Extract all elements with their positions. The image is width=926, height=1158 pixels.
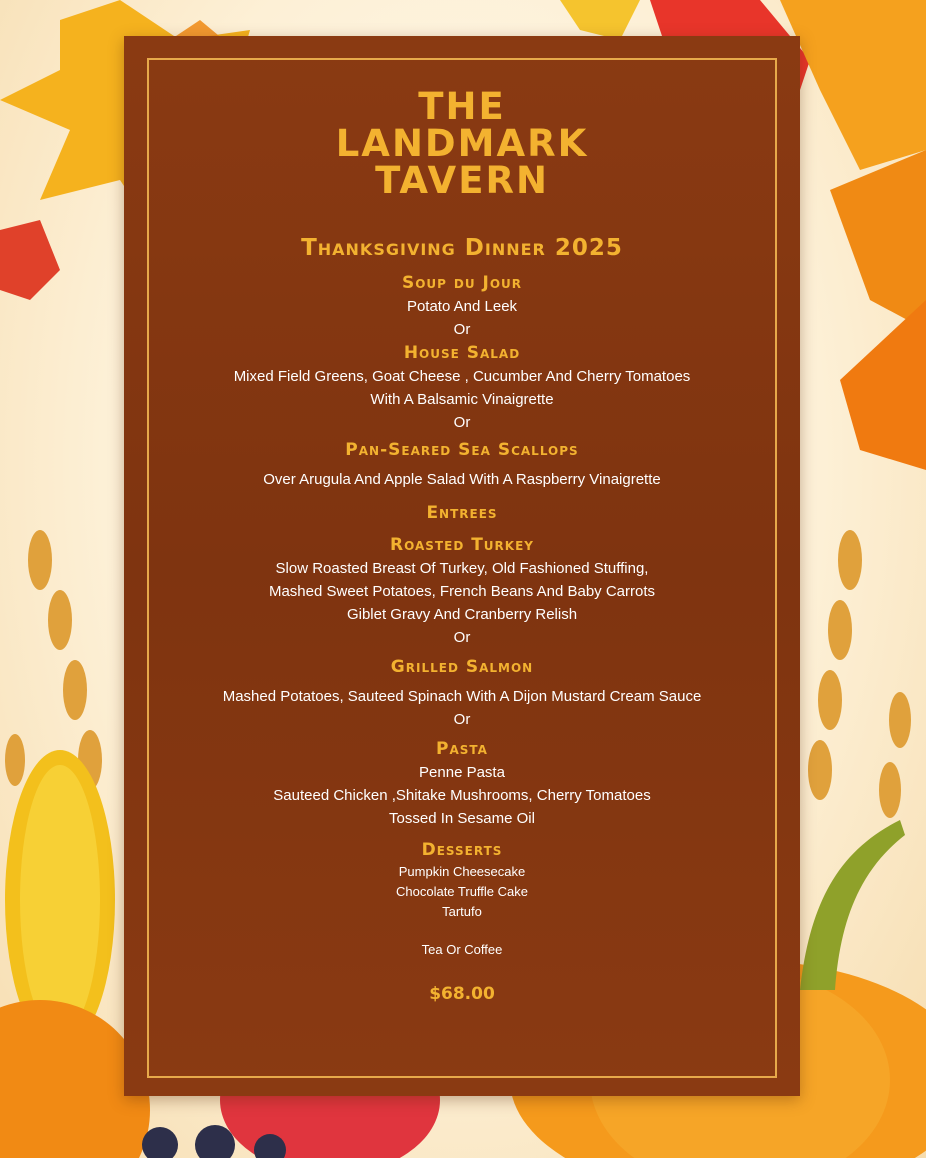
or-separator: Or [453,414,471,431]
menu-item: Tartufo [442,904,482,919]
section-title-soup: Soup du Jour [401,273,523,293]
title-line: LANDMARK [335,122,589,165]
event-title: Thanksgiving Dinner 2025 [301,235,623,261]
section-title-salmon: Grilled Salmon [390,657,534,677]
or-separator: Or [453,321,471,338]
wheat-icon [808,530,911,818]
section-title-desserts: Desserts [421,840,503,860]
title-line: TAVERN [375,159,549,202]
menu-item: Chocolate Truffle Cake [396,884,528,899]
or-separator: Or [453,629,471,646]
menu-item: Potato And Leek [406,298,518,315]
menu-item: Mixed Field Greens, Goat Cheese , Cucumber And Cherry Tomatoes [233,368,691,385]
menu-item: With A Balsamic Vinaigrette [370,391,554,408]
title-line: THE [418,85,506,128]
section-title-salad: House Salad [403,343,521,363]
menu-item-drinks: Tea Or Coffee [421,942,503,957]
or-separator: Or [453,711,471,728]
menu-item: Penne Pasta [419,764,505,781]
menu-item: Sauteed Chicken ,Shitake Mushrooms, Cherry Tomatoes [273,787,651,804]
menu-item: Giblet Gravy And Cranberry Relish [346,606,578,623]
section-title-turkey: Roasted Turkey [390,535,534,555]
menu-item: Slow Roasted Breast Of Turkey, Old Fashioned Stuffing, [275,560,649,577]
menu-item: Over Arugula And Apple Salad With A Raspberry Vinaigrette [263,471,661,488]
menu-item: Mashed Sweet Potatoes, French Beans And Baby Carrots [268,583,656,600]
restaurant-title [147,85,777,202]
menu-item: Tossed In Sesame Oil [389,810,535,827]
section-title-scallops: Pan-Seared Sea Scallops [345,440,579,460]
menu-content [147,78,777,1004]
section-title-entrees: Entrees [426,503,498,523]
menu-item: Pumpkin Cheesecake [398,864,526,879]
wheat-icon [5,530,102,790]
menu-item: Mashed Potatoes, Sauteed Spinach With A Dijon Mustard Cream Sauce [222,688,702,705]
price: $68.00 [429,984,495,1004]
section-title-pasta: Pasta [436,739,488,759]
